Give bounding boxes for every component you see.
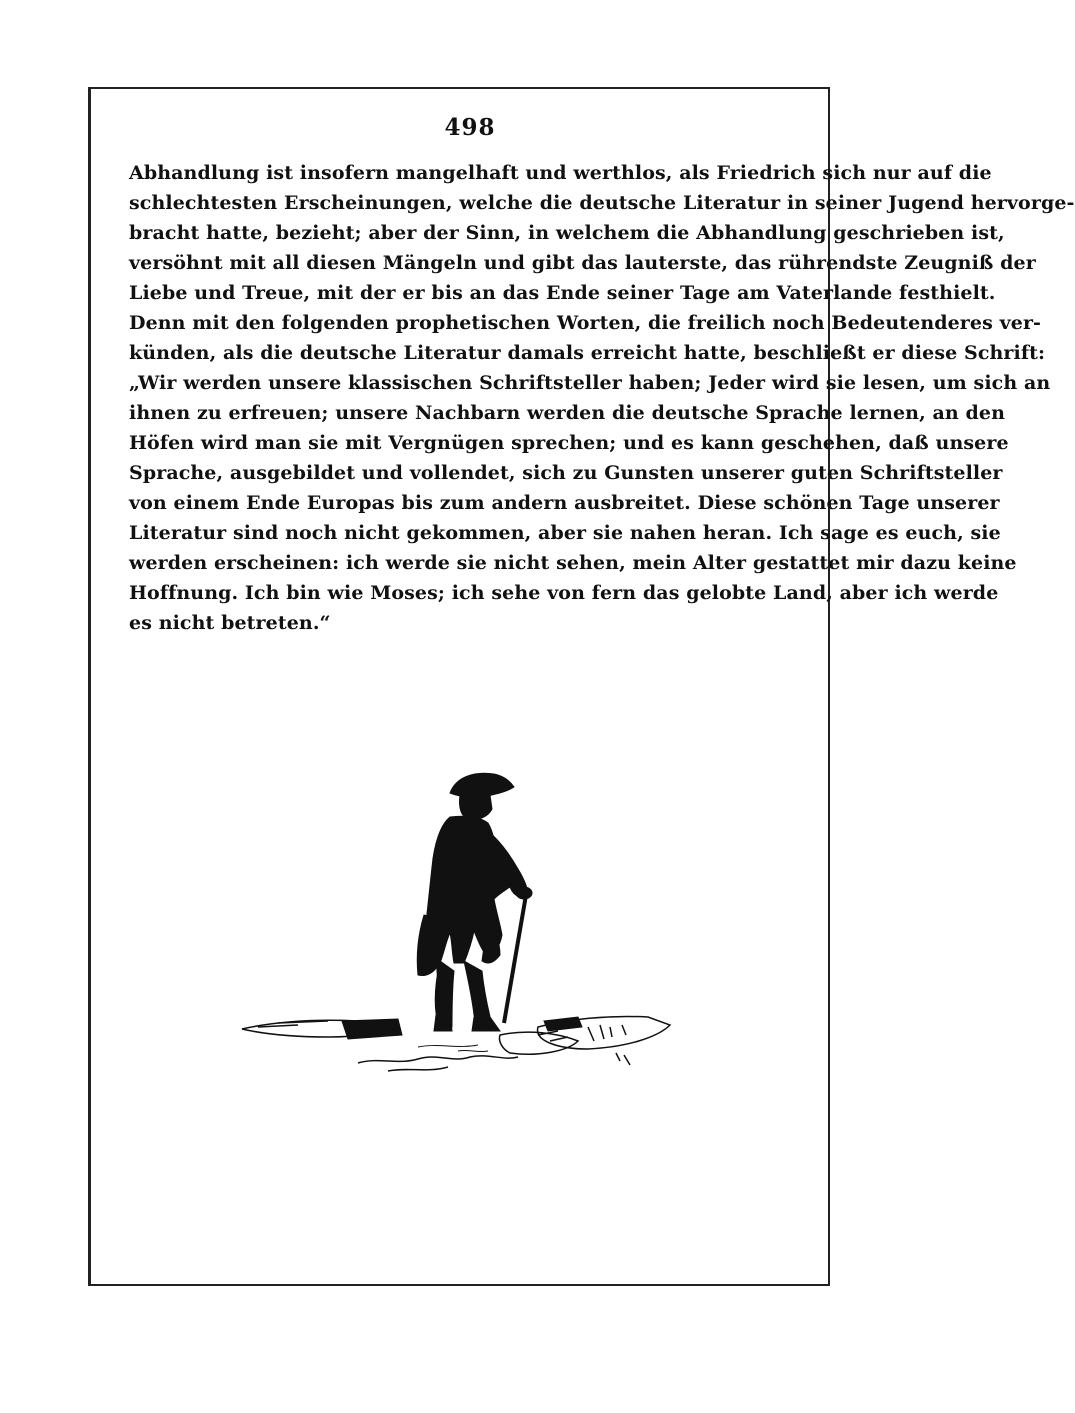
text-line: „Wir werden unsere klassischen Schriftsteller haben; Jeder wird sie lesen, um sich an — [129, 372, 1051, 394]
ground-hatching — [418, 1045, 488, 1052]
text-line: versöhnt mit all diesen Mängeln und gibt das lauterste, das rührendste Zeugniß der — [129, 252, 1036, 274]
text-line: künden, als die deutsche Literatur damals erreicht hatte, beschließt er diese Schrift: — [129, 342, 1046, 364]
page-number: 498 — [444, 114, 496, 141]
text-line: Höfen wird man sie mit Vergnügen sprechen; und es kann geschehen, daß unsere — [129, 432, 1009, 454]
text-line: werden erscheinen: ich werde sie nicht sehen, mein Alter gestattet mir dazu keine — [129, 552, 1017, 574]
body-text — [129, 158, 1075, 638]
text-line: ihnen zu erfreuen; unsere Nachbarn werden die deutsche Sprache lernen, an den — [129, 402, 1006, 424]
ground-hatching — [616, 1053, 630, 1065]
text-line: bracht hatte, bezieht; aber der Sinn, in welchem die Abhandlung geschrieben ist, — [129, 222, 1005, 244]
ground-hatching — [358, 1056, 518, 1071]
text-line: es nicht betreten.“ — [129, 612, 331, 634]
hat-shape — [450, 773, 514, 797]
boot-shape — [472, 1017, 500, 1031]
cane-line — [504, 895, 526, 1023]
text-line: Denn mit den folgenden prophetischen Worten, die freilich noch Bedeutenderes ver- — [129, 312, 1042, 334]
text-line: Abhandlung ist insofern mangelhaft und werthlos, als Friedrich sich nur auf die — [129, 162, 992, 184]
text-line: Liebe und Treue, mit der er bis an das Ende seiner Tage am Vaterlande festhielt. — [129, 282, 996, 304]
text-line: Literatur sind noch nicht gekommen, aber sie nahen heran. Ich sage es euch, sie — [129, 522, 1001, 544]
text-line: Sprache, ausgebildet und vollendet, sich zu Gunsten unserer guten Schriftsteller — [129, 462, 1003, 484]
text-line: schlechtesten Erscheinungen, welche die deutsche Literatur in seiner Jugend hervorge- — [129, 192, 1075, 214]
text-line: von einem Ende Europas bis zum andern ausbreitet. Diese schönen Tage unserer — [129, 492, 1000, 514]
text-line: Hoffnung. Ich bin wie Moses; ich sehe von fern das gelobte Land, aber ich werde — [129, 582, 999, 604]
ground-slab-shape — [544, 1017, 582, 1031]
silhouette-figure-with-cane-icon — [238, 765, 678, 1080]
ground-slab-shape — [342, 1019, 402, 1039]
leg-shape — [464, 961, 492, 1025]
